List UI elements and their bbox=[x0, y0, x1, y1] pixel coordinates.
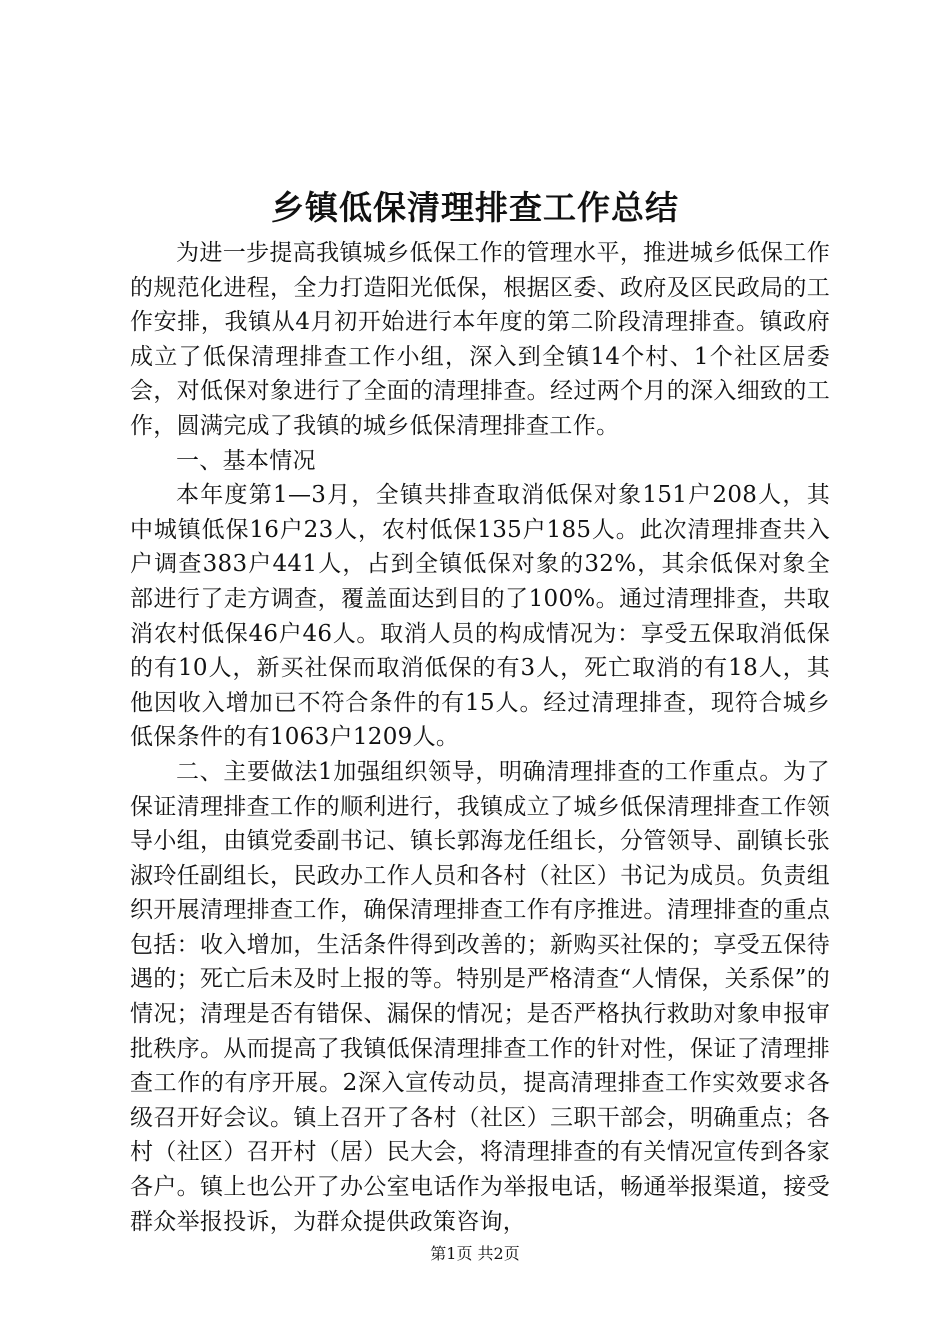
paragraph-intro: 为进一步提高我镇城乡低保工作的管理水平，推进城乡低保工作的规范化进程，全力打造阳光低保，根据区委、政府及区民政局的工作安排，我镇从4月初开始进行本年度的第二阶段清理排查。镇政府成立了低保清理排查工作小组，深入到全镇14个村、1个社区居委会，对低保对象进行了全面的清理排查。经过两个月的深入细致的工作，圆满完成了我镇的城乡低保清理排查工作。 bbox=[130, 240, 830, 439]
section-heading-basic-situation: 一、基本情况 bbox=[176, 447, 316, 474]
page-footer: 第1页 共2页 bbox=[430, 1244, 520, 1263]
document-body bbox=[130, 236, 830, 1239]
paragraph-main-practices: 二、主要做法1加强组织领导，明确清理排查的工作重点。为了保证清理排查工作的顺利进行，我镇成立了城乡低保清理排查工作领导小组，由镇党委副书记、镇长郭海龙任组长，分管领导、副镇长张淑玲任副组长，民政办工作人员和各村（社区）书记为成员。负责组织开展清理排查工作，确保清理排查工作有序推进。清理排查的重点包括：收入增加，生活条件得到改善的；新购买社保的；享受五保待遇的；死亡后未及时上报的等。特别是严格清查“人情保，关系保”的情况；清理是否有错保、漏保的情况；是否严格执行救助对象申报审批秩序。从而提高了我镇低保清理排查工作的针对性，保证了清理排查工作的有序开展。2深入宣传动员，提高清理排查工作实效要求各级召开好会议。镇上召开了各村（社区）三职干部会，明确重点；各村（社区）召开村（居）民大会，将清理排查的有关情况宣传到各家各户。镇上也公开了办公室电话作为举报电话，畅通举报渠道，接受群众举报投诉，为群众提供政策咨询， bbox=[130, 758, 830, 1235]
document-title: 乡镇低保清理排查工作总结 bbox=[271, 188, 679, 227]
paragraph-basic-situation: 本年度第1—3月，全镇共排查取消低保对象151户208人，其中城镇低保16户23人，农村低保135户185人。此次清理排查共入户调查383户441人，占到全镇低保对象的32%，其余低保对象全部进行了走方调查，覆盖面达到目的了100%。通过清理排查，共取消农村低保46户46人。取消人员的构成情况为：享受五保取消低保的有10人，新买社保而取消低保的有3人，死亡取消的有18人，其他因收入增加已不符合条件的有15人。经过清理排查，现符合城乡低保条件的有1063户1209人。 bbox=[130, 482, 830, 751]
